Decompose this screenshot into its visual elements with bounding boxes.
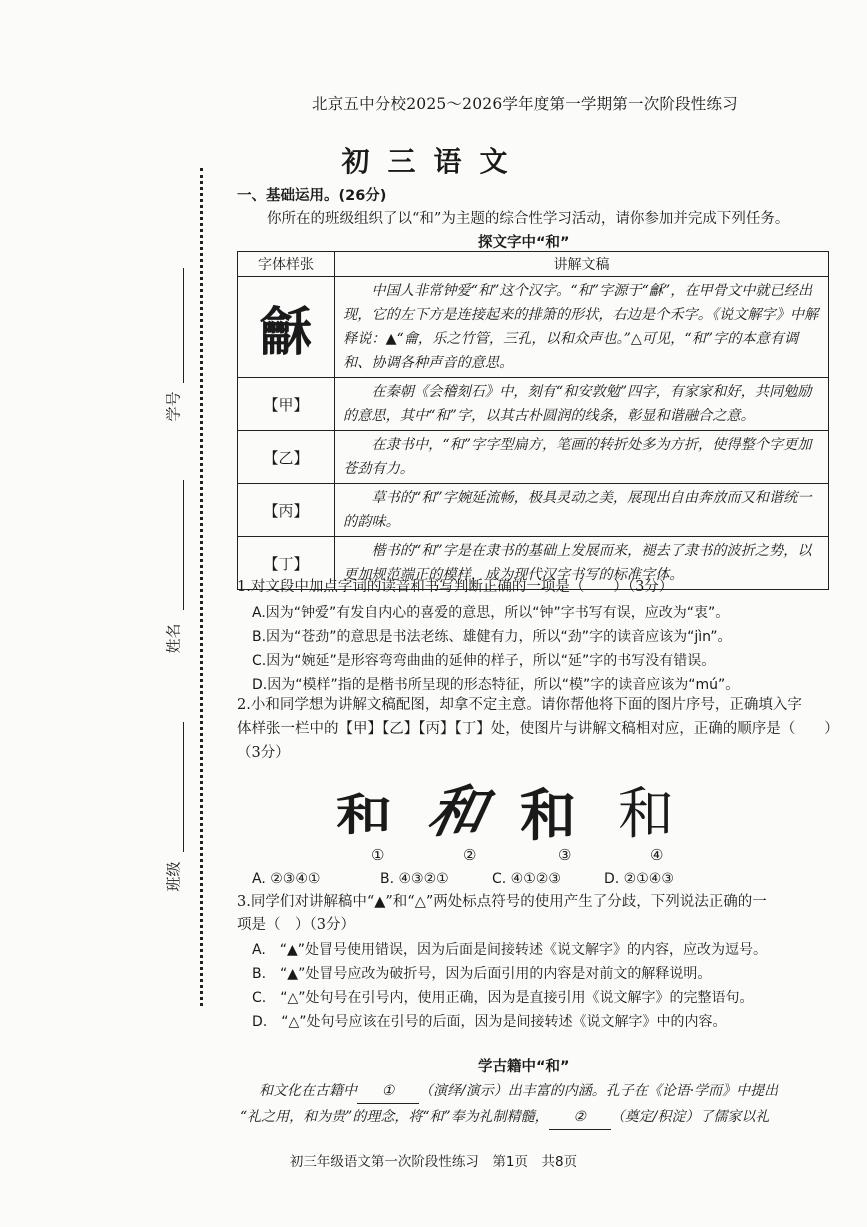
- student-no-line: [183, 268, 184, 383]
- binding-dotted-line: [200, 168, 203, 1006]
- table-header-row: [238, 252, 829, 277]
- section-intro: 你所在的班级组织了以“和”为主题的综合性学习活动，请你参加并完成下列任务。: [267, 211, 790, 227]
- explanation-text: 楷书的“和”字是在隶书的基础上发展而来，褪去了隶书的波折之势，以更加规范端正的模样，成为现代汉字书写的标准字体。: [335, 537, 829, 590]
- class-label: 班级: [164, 861, 183, 892]
- explanation-text: 草书的“和”字婉延流畅，极具灵动之美，展现出自由奔放而又和谐统一的韵味。: [335, 484, 829, 537]
- calligraphy-image-4: 和: [618, 782, 674, 847]
- q2-option-d: D. ②①④③: [604, 871, 674, 887]
- name-line: [183, 480, 184, 610]
- q1-option-c: C.因为“婉延”是形容弯弯曲曲的延伸的样子，所以“延”字的书写没有错误。: [252, 653, 716, 669]
- table-row: [238, 277, 829, 378]
- explanation-text: 在隶书中，“和”字字型扁方，笔画的转折处多为方折，使得整个字更加苍劲有力。: [335, 431, 829, 484]
- q2-stem-line1: 2.小和同学想为讲解文稿配图，却拿不定主意。请你帮他将下面的图片序号，正确填入字: [237, 697, 802, 713]
- q1-option-d: D.因为“模样”指的是楷书所呈现的形态特征，所以“模”字的读音应该为“mú”。: [252, 677, 740, 693]
- q2-stem-line2: 体样张一栏中的【甲】【乙】【丙】【丁】处，使图片与讲解文稿相对应，正确的顺序是（ ）: [237, 721, 839, 737]
- table-row: [238, 378, 829, 431]
- sample-glyph: 龢: [259, 301, 312, 363]
- student-no-label: 学号: [164, 391, 183, 422]
- q3-stem-line2: 项是（ ）（3分）: [237, 917, 355, 933]
- explanation-text: 中国人非常钟爱“和”这个汉字。“和”字源于“龢”，在甲骨文中就已经出现，它的左下方是连接起来的排箫的形状，右边是个禾字。《说文解字》中解释说：▲“龠，乐之竹管，三孔，以和众声也。”△可见，“和”字的本意有调和、协调各种声音的意思。: [335, 277, 829, 378]
- q2-option-a: A. ②③④①: [252, 871, 321, 887]
- calligraphy-image-2: 和: [422, 779, 493, 845]
- row-label: 【甲】: [238, 378, 335, 431]
- q2-stem-line3: （3分）: [237, 745, 290, 761]
- name-label: 姓名: [164, 623, 183, 654]
- explanation-text: 在秦朝《会稽刻石》中，刻有“和安敦勉”四字，有家家和好，共同勉励的意思，其中“和”字，以其古朴圆润的线条，彰显和谐融合之意。: [335, 378, 829, 431]
- section2-line1-start: 和文化在古籍中: [259, 1083, 357, 1099]
- table-row: [238, 431, 829, 484]
- explanation-table: [237, 251, 829, 590]
- row-label: 【丙】: [238, 484, 335, 537]
- q1-option-b: B.因为“苍劲”的意思是书法老练、雄健有力，所以“劲”字的读音应该为“jìn”。: [252, 629, 732, 645]
- q2-option-c: C. ④①②③: [492, 871, 561, 887]
- q3-option-d: D. “△”处句号应该在引号的后面，因为是间接转述《说文解字》中的内容。: [252, 1014, 727, 1030]
- image-label-2: ②: [463, 846, 477, 864]
- q1-stem: 1.对文段中加点字词的读音和书写判断正确的一项是（ ）（3分）: [237, 579, 674, 595]
- section2-title: 学古籍中“和”: [478, 1059, 570, 1075]
- sample-glyph-cell: [238, 277, 335, 378]
- image-label-1: ①: [371, 846, 385, 864]
- page-title: 初三语文: [341, 145, 526, 178]
- col-header-sample: 字体样张: [238, 252, 335, 277]
- section2-line2-start: “礼之用，和为贵”的理念，将“和”奉为礼制精髓，: [240, 1109, 549, 1125]
- table-row: [238, 484, 829, 537]
- calligraphy-image-1: 和: [336, 789, 392, 841]
- q3-stem-line1: 3.同学们对讲解稿中“▲”和“△”两处标点符号的使用产生了分歧，下列说法正确的一: [237, 894, 767, 910]
- calligraphy-image-3: 和: [520, 783, 576, 849]
- section2-line2: [240, 1106, 769, 1130]
- class-line: [183, 722, 184, 852]
- col-header-text: 讲解文稿: [335, 252, 829, 277]
- page-footer: 初三年级语文第一次阶段性练习 第1页 共8页: [289, 1154, 578, 1170]
- image-label-4: ④: [650, 846, 664, 864]
- q1-option-a: A.因为“钟爱”有发自内心的喜爱的意思，所以“钟”字书写有误，应改为“衷”。: [252, 605, 730, 621]
- q2-option-b: B. ④③②①: [380, 871, 449, 887]
- section2-line2-end: （奠定/积淀）了儒家以礼: [610, 1109, 770, 1125]
- q3-option-a: A. “▲”处冒号使用错误，因为后面是间接转述《说文解字》的内容，应改为逗号。: [252, 942, 768, 958]
- blank-1[interactable]: ①: [357, 1080, 419, 1104]
- image-label-3: ③: [558, 846, 572, 864]
- row-label: 【乙】: [238, 431, 335, 484]
- exam-header: 北京五中分校2025～2026学年度第一学期第一次阶段性练习: [312, 95, 738, 113]
- table-title: 探文字中“和”: [478, 235, 570, 251]
- section2-line1: [259, 1080, 778, 1104]
- section-heading: 一、基础运用。(26分): [237, 188, 387, 204]
- q3-option-c: C. “△”处句号在引号内，使用正确，因为是直接引用《说文解字》的完整语句。: [252, 990, 754, 1006]
- q3-option-b: B. “▲”处冒号应改为破折号，因为后面引用的内容是对前文的解释说明。: [252, 966, 712, 982]
- blank-2[interactable]: ②: [549, 1106, 611, 1130]
- section2-line1-end: （演绎/演示）出丰富的内涵。孔子在《论语·学而》中提出: [419, 1083, 779, 1099]
- row-label: 【丁】: [238, 537, 335, 590]
